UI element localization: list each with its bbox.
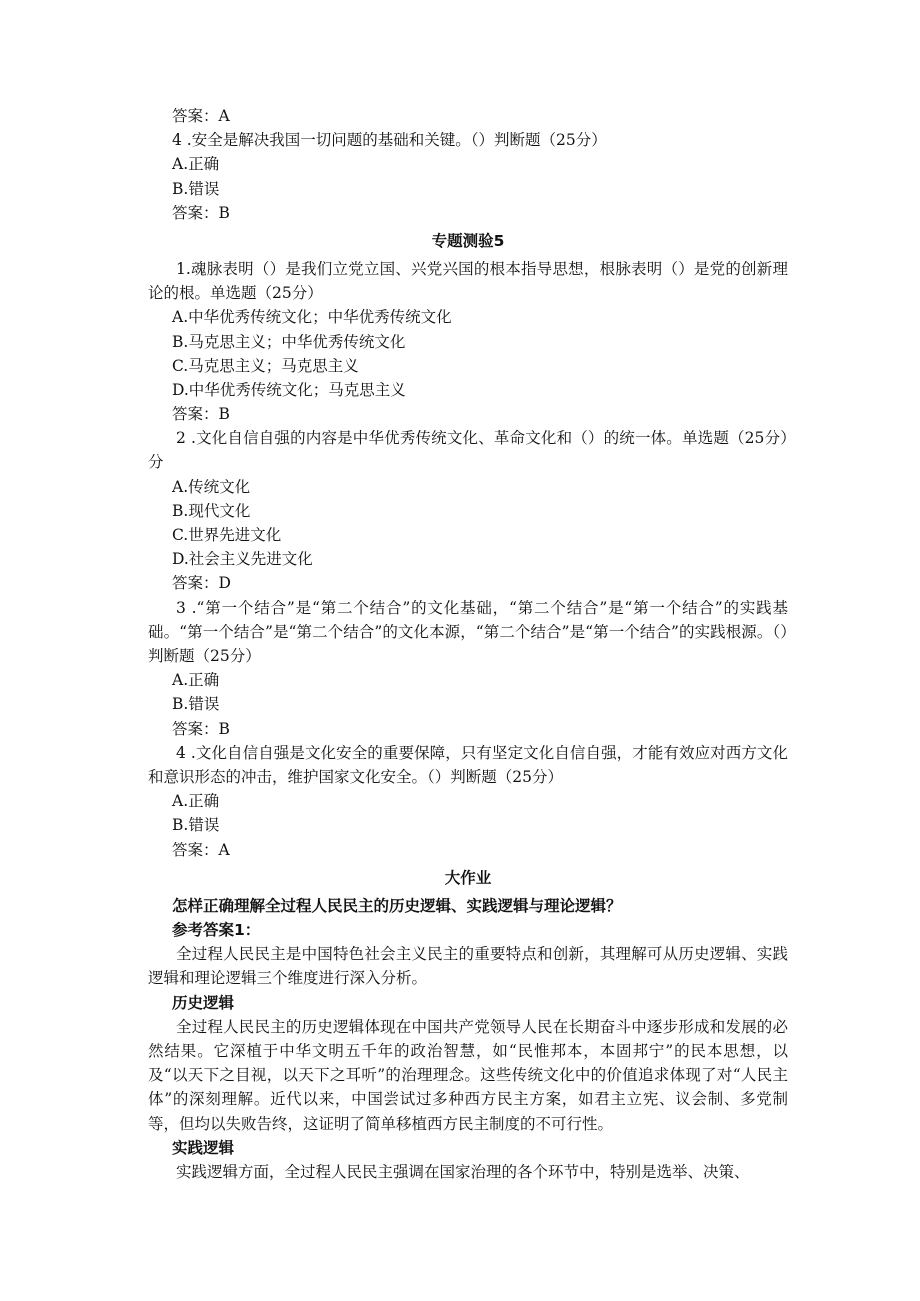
prev-q3-answer: 答案：A xyxy=(172,107,230,125)
quiz5-q3-answer: 答案：B xyxy=(172,719,230,738)
essay-history-heading: 历史逻辑 xyxy=(172,993,235,1012)
quiz5-q3-option-b: B.错误 xyxy=(172,695,220,714)
quiz5-q4-stem: 4 .文化自信自强是文化安全的重要保障，只有坚定文化自信自强，才能有效应对西方文化和意识形态的冲击，维护国家文化安全。（）判断题（25分） xyxy=(148,743,788,786)
quiz5-q4-answer: 答案：A xyxy=(172,840,230,859)
prev-q4-option-a: A.正确 xyxy=(172,155,220,174)
quiz5-q1-option-c: C.马克思主义；马克思主义 xyxy=(172,356,359,375)
quiz5-title: 专题测验5 xyxy=(431,231,505,250)
prev-q4-answer: 答案：B xyxy=(172,203,230,222)
essay-history-text: 全过程人民民主的历史逻辑体现在中国共产党领导人民在长期奋斗中逐步形成和发展的必然结果。它深植于中华文明五千年的政治智慧，如“民惟邦本，本固邦宁”的民本思想，以及“以天下之目视，以天下之耳听”的治理理念。这些传统文化中的价值追求体现了对“人民主体”的深刻理解。近代以来，中国尝试过多种西方民主方案，如君主立宪、议会制、多党制等，但均以失败告终，这证明了简单移植西方民主制度的不可行性。 xyxy=(148,1017,788,1133)
quiz5-q2-answer: 答案：D xyxy=(172,574,231,593)
document-body xyxy=(148,104,788,1184)
quiz5-q3-stem: 3 .“第一个结合”是“第二个结合”的文化基础，“第二个结合”是“第一个结合”的实践基础。“第一个结合”是“第二个结合”的文化本源，“第二个结合”是“第一个结合”的实践根源。（）判断题（25分） xyxy=(148,598,788,666)
prev-q4-option-b: B.错误 xyxy=(172,179,220,198)
essay-practice-text: 实践逻辑方面，全过程人民民主强调在国家治理的各个环节中，特别是选举、决策、 xyxy=(176,1162,750,1181)
quiz5-q3-option-a: A.正确 xyxy=(172,671,220,690)
quiz5-q1-option-b: B.马克思主义；中华优秀传统文化 xyxy=(172,332,406,351)
prev-q4-stem: 4 .安全是解决我国一切问题的基础和关键。（）判断题（25分） xyxy=(172,131,607,150)
quiz5-q4-option-b: B.错误 xyxy=(172,816,220,835)
essay-title: 大作业 xyxy=(444,868,492,887)
essay-intro: 全过程人民民主是中国特色社会主义民主的重要特点和创新，其理解可从历史逻辑、实践逻辑和理论逻辑三个维度进行深入分析。 xyxy=(148,945,788,988)
quiz5-q2-option-b: B.现代文化 xyxy=(172,501,251,520)
essay-practice-heading: 实践逻辑 xyxy=(172,1138,235,1157)
quiz5-q2-stem: 2 .文化自信自强的内容是中华优秀传统文化、革命文化和（）的统一体。单选题（25分）分 xyxy=(148,429,788,472)
quiz5-q2-option-d: D.社会主义先进文化 xyxy=(172,550,313,569)
quiz5-q1-option-d: D.中华优秀传统文化；马克思主义 xyxy=(172,380,406,399)
essay-question: 怎样正确理解全过程人民民主的历史逻辑、实践逻辑与理论逻辑？ xyxy=(172,896,622,915)
essay-ref-label: 参考答案1： xyxy=(172,920,261,939)
quiz5-q1-stem: 1.魂脉表明（）是我们立党立国、兴党兴国的根本指导思想，根脉表明（）是党的创新理论的根。单选题（25分） xyxy=(148,259,788,303)
quiz5-q1-option-a: A.中华优秀传统文化；中华优秀传统文化 xyxy=(172,308,452,327)
quiz5-q2-option-c: C.世界先进文化 xyxy=(172,526,282,545)
quiz5-q1-answer: 答案：B xyxy=(172,405,230,424)
quiz5-q2-option-a: A.传统文化 xyxy=(172,477,251,496)
quiz5-q4-option-a: A.正确 xyxy=(172,792,220,811)
